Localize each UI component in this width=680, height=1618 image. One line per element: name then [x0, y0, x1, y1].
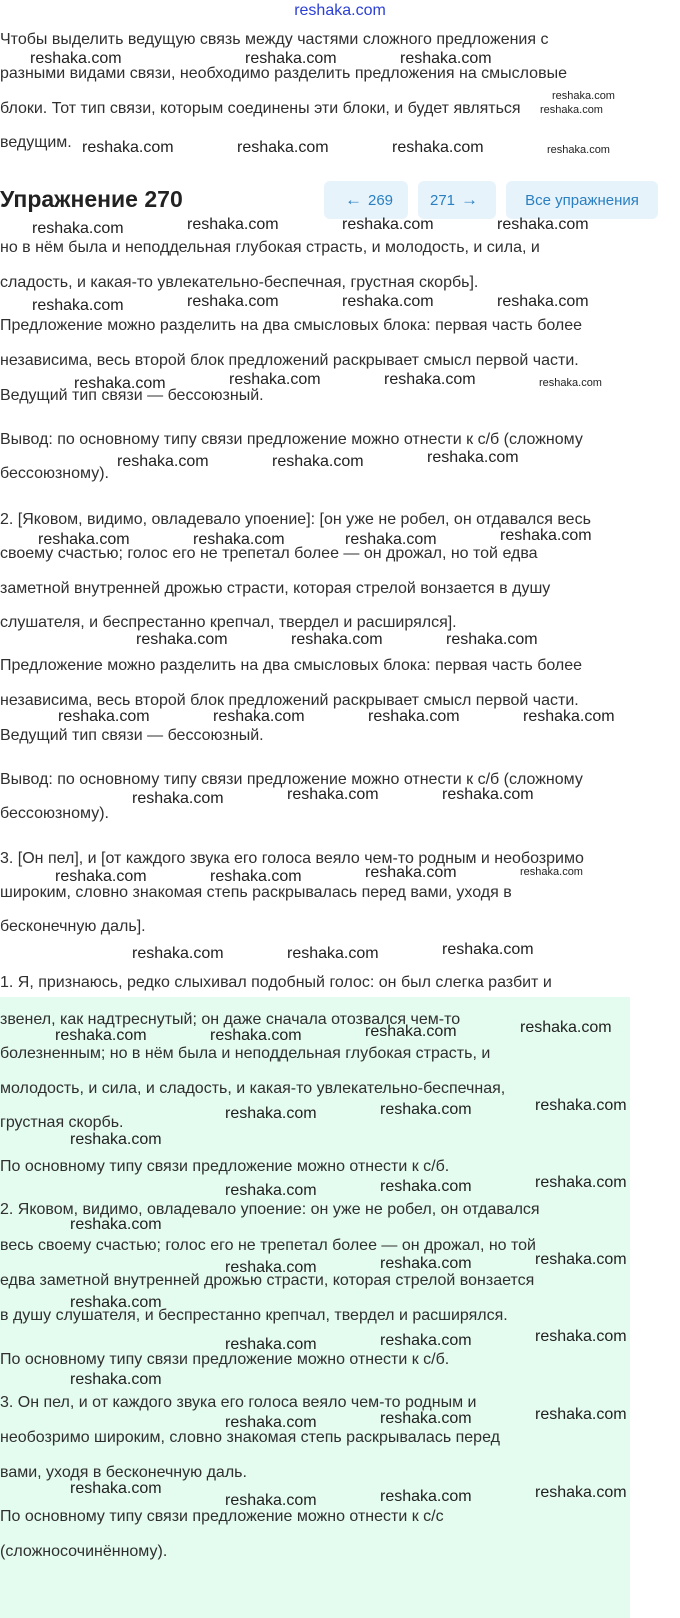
watermark: reshaka.com [225, 1182, 317, 1199]
body-line: Ведущий тип связи — бессоюзный. [0, 387, 264, 404]
body-line: Ведущий тип связи — бессоюзный. [0, 727, 264, 744]
site-link[interactable]: reshaka.com [294, 2, 386, 19]
watermark: reshaka.com [535, 1097, 627, 1114]
body-line: бессоюзному). [0, 465, 109, 482]
watermark: reshaka.com [365, 1023, 457, 1040]
watermark: reshaka.com [213, 708, 305, 725]
watermark: reshaka.com [523, 708, 615, 725]
watermark: reshaka.com [497, 216, 589, 233]
watermark: reshaka.com [380, 1488, 472, 1505]
watermark: reshaka.com [535, 1174, 627, 1191]
prev-exercise-button[interactable] [324, 181, 408, 219]
watermark: reshaka.com [58, 708, 150, 725]
watermark: reshaka.com [287, 786, 379, 803]
watermark: reshaka.com [55, 1027, 147, 1044]
body-line: 2. [Яковом, видимо, овладевало упоение]: [он уже не робел, он отдавался весь [0, 511, 591, 528]
watermark: reshaka.com [132, 790, 224, 807]
watermark: reshaka.com [380, 1332, 472, 1349]
intro-line: разными видами связи, необходимо разделить предложения на смысловые [0, 65, 567, 82]
body-line: независима, весь второй блок предложений раскрывает смысл первой части. [0, 692, 579, 709]
watermark: reshaka.com [237, 139, 329, 156]
answer-line: молодость, и сила, и сладость, и какая-то увлекательно-беспечная, [0, 1080, 506, 1097]
arrow-right-icon: → [461, 190, 479, 209]
answer-line: 2. Яковом, видимо, овладевало упоение: он уже не робел, он отдавался [0, 1201, 540, 1218]
exercise-title: Упражнение 270 [0, 186, 183, 212]
watermark: reshaka.com [55, 868, 147, 885]
watermark: reshaka.com [70, 1294, 162, 1311]
watermark: reshaka.com [540, 104, 603, 116]
watermark: reshaka.com [368, 708, 460, 725]
prev-exercise-label: 269 [367, 191, 394, 209]
body-line: заметной внутренней дрожью страсти, которая стрелой вонзается в душу [0, 580, 551, 597]
answer-line: По основному типу связи предложение можно отнести к с/б. [0, 1158, 450, 1175]
watermark: reshaka.com [380, 1255, 472, 1272]
intro-line: ведущим. [0, 134, 72, 151]
answer-line: в душу слушателя, и беспрестанно крепчал, твердел и расширялся. [0, 1307, 508, 1324]
watermark: reshaka.com [193, 531, 285, 548]
body-line: бессоюзному). [0, 805, 109, 822]
answer-line: необозримо широким, словно знакомая степь раскрывалась перед [0, 1429, 500, 1446]
watermark: reshaka.com [225, 1105, 317, 1122]
watermark: reshaka.com [136, 631, 228, 648]
watermark: reshaka.com [497, 293, 589, 310]
watermark: reshaka.com [187, 216, 279, 233]
watermark: reshaka.com [342, 216, 434, 233]
watermark: reshaka.com [427, 449, 519, 466]
watermark: reshaka.com [74, 375, 166, 392]
answer-line: звенел, как надтреснутый; он даже сначала отозвался чем-то [0, 1011, 461, 1028]
body-line: Предложение можно разделить на два смысловых блока: первая часть более [0, 317, 583, 334]
watermark: reshaka.com [535, 1328, 627, 1345]
intro-line: блоки. Тот тип связи, которым соединены эти блоки, и будет являться [0, 100, 521, 117]
watermark: reshaka.com [32, 297, 124, 314]
watermark: reshaka.com [400, 50, 492, 67]
watermark: reshaka.com [365, 864, 457, 881]
body-line: Предложение можно разделить на два смысловых блока: первая часть более [0, 657, 583, 674]
watermark: reshaka.com [225, 1492, 317, 1509]
answer-line: 3. Он пел, и от каждого звука его голоса веяло чем-то родным и [0, 1394, 477, 1411]
watermark: reshaka.com [70, 1216, 162, 1233]
watermark: reshaka.com [70, 1371, 162, 1388]
answer-line: 1. Я, признаюсь, редко слыхивал подобный голос: он был слегка разбит и [0, 974, 552, 991]
watermark: reshaka.com [117, 453, 209, 470]
watermark: reshaka.com [210, 1027, 302, 1044]
intro-line: Чтобы выделить ведущую связь между частями сложного предложения с [0, 31, 549, 48]
watermark: reshaka.com [229, 371, 321, 388]
answer-line: грустная скорбь. [0, 1114, 124, 1131]
watermark: reshaka.com [384, 371, 476, 388]
body-line: слушателя, и беспрестанно крепчал, твердел и расширялся]. [0, 614, 457, 631]
watermark: reshaka.com [187, 293, 279, 310]
body-line: Вывод: по основному типу связи предложение можно отнести к с/б (сложному [0, 771, 583, 788]
body-line: широким, словно знакомая степь раскрывалась перед вами, уходя в [0, 884, 512, 901]
watermark: reshaka.com [552, 90, 615, 102]
watermark: reshaka.com [380, 1178, 472, 1195]
all-exercises-label: Все упражнения [525, 191, 639, 209]
answer-line: болезненным; но в нём была и неподдельная глубокая страсть, и [0, 1045, 491, 1062]
watermark: reshaka.com [442, 941, 534, 958]
watermark: reshaka.com [345, 531, 437, 548]
watermark: reshaka.com [38, 531, 130, 548]
watermark: reshaka.com [210, 868, 302, 885]
watermark: reshaka.com [392, 139, 484, 156]
watermark: reshaka.com [225, 1259, 317, 1276]
watermark: reshaka.com [520, 1019, 612, 1036]
watermark: reshaka.com [446, 631, 538, 648]
watermark: reshaka.com [380, 1101, 472, 1118]
body-line: своему счастью; голос его не трепетал более — он дрожал, но той едва [0, 545, 538, 562]
all-exercises-button[interactable] [506, 181, 658, 219]
body-line: бесконечную даль]. [0, 918, 146, 935]
body-line: 3. [Он пел], и [от каждого звука его голоса веяло чем-то родным и необозримо [0, 850, 584, 867]
answer-line: едва заметной внутренней дрожью страсти, которая стрелой вонзается [0, 1272, 535, 1289]
watermark: reshaka.com [380, 1410, 472, 1427]
watermark: reshaka.com [291, 631, 383, 648]
answer-line: По основному типу связи предложение можно отнести к с/с [0, 1508, 444, 1525]
body-line: сладость, и какая-то увлекательно-беспечная, грустная скорбь]. [0, 274, 479, 291]
watermark: reshaka.com [132, 945, 224, 962]
watermark: reshaka.com [535, 1251, 627, 1268]
answer-line: (сложносочинённому). [0, 1543, 168, 1560]
watermark: reshaka.com [539, 377, 602, 389]
watermark: reshaka.com [500, 527, 592, 544]
watermark: reshaka.com [225, 1336, 317, 1353]
watermark: reshaka.com [535, 1484, 627, 1501]
watermark: reshaka.com [225, 1414, 317, 1431]
answer-line: По основному типу связи предложение можно отнести к с/б. [0, 1351, 450, 1368]
watermark: reshaka.com [520, 866, 583, 878]
answer-line: вами, уходя в бесконечную даль. [0, 1464, 247, 1481]
watermark: reshaka.com [272, 453, 364, 470]
watermark: reshaka.com [535, 1406, 627, 1423]
watermark: reshaka.com [70, 1131, 162, 1148]
watermark: reshaka.com [32, 220, 124, 237]
watermark: reshaka.com [547, 144, 610, 156]
arrow-left-icon: ← [344, 190, 362, 209]
next-exercise-button[interactable] [418, 181, 496, 219]
answer-line: весь своему счастью; голос его не трепетал более — он дрожал, но той [0, 1237, 536, 1254]
next-exercise-label: 271 [429, 191, 456, 209]
watermark: reshaka.com [70, 1480, 162, 1497]
watermark: reshaka.com [442, 786, 534, 803]
watermark: reshaka.com [245, 50, 337, 67]
watermark: reshaka.com [342, 293, 434, 310]
body-line: но в нём была и неподдельная глубокая страсть, и молодость, и сила, и [0, 239, 540, 256]
watermark: reshaka.com [30, 50, 122, 67]
body-line: Вывод: по основному типу связи предложение можно отнести к с/б (сложному [0, 431, 583, 448]
watermark: reshaka.com [287, 945, 379, 962]
body-line: независима, весь второй блок предложений раскрывает смысл первой части. [0, 352, 579, 369]
watermark: reshaka.com [82, 139, 174, 156]
